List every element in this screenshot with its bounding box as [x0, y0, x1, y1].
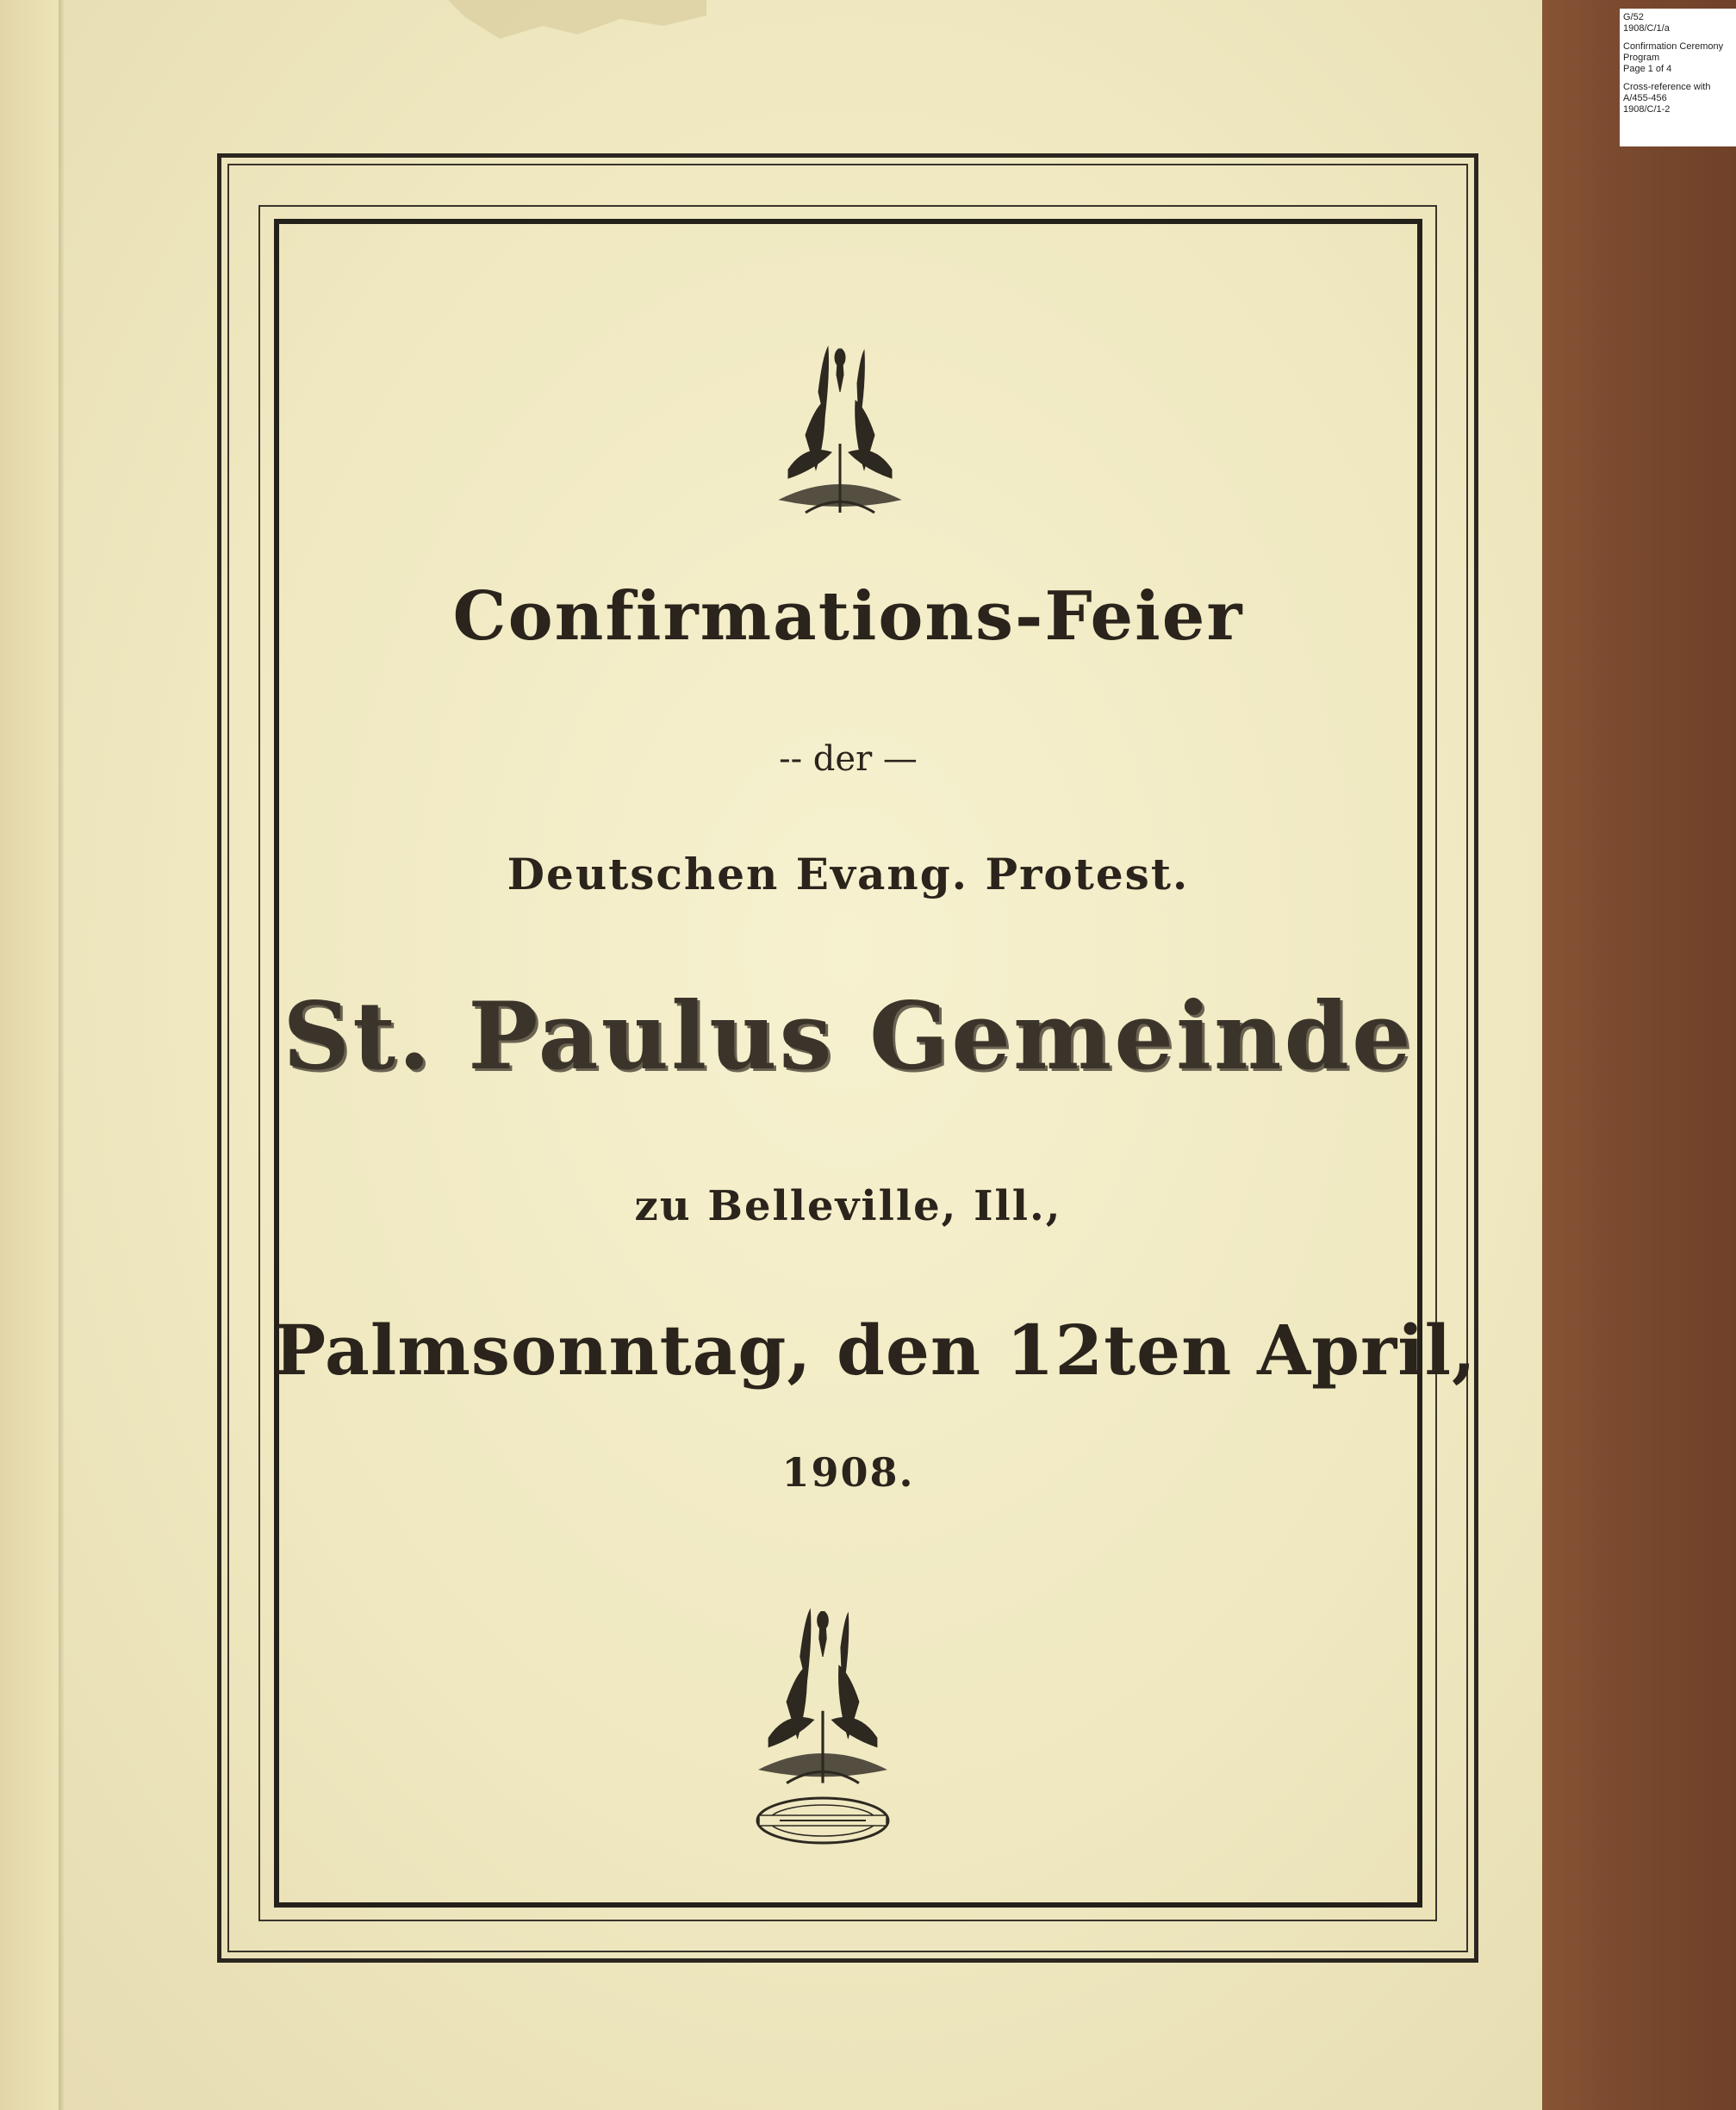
catalog-line: Program — [1623, 53, 1660, 63]
catalog-line: 1908/C/1-2 — [1623, 104, 1671, 115]
fern-bouquet-icon — [771, 340, 909, 521]
catalog-line: A/455-456 — [1623, 93, 1667, 103]
union-label-icon — [754, 1795, 892, 1846]
ceremony-date: Palmsonntag, den 12ten April, — [274, 1310, 1477, 1391]
catalog-label — [1620, 9, 1736, 146]
catalog-line: Confirmation Ceremony — [1623, 41, 1724, 52]
ceremony-year: 1908. — [781, 1449, 915, 1496]
catalog-line: Page 1 of 4 — [1623, 64, 1672, 74]
fern-bouquet-icon — [750, 1603, 896, 1792]
cardboard-backing — [1534, 0, 1736, 2110]
fold-line — [59, 0, 64, 2110]
catalog-line: G/52 — [1623, 12, 1644, 22]
church-name: St. Paulus Gemeinde — [283, 982, 1414, 1091]
connector-text: -- der — — [779, 739, 918, 779]
torn-corner — [448, 0, 706, 52]
catalog-line: 1908/C/1/a — [1623, 23, 1670, 34]
location-text: zu Belleville, Ill., — [634, 1182, 1062, 1230]
folded-page-edge — [0, 0, 59, 2110]
catalog-line: Cross-reference with — [1623, 82, 1711, 92]
church-description: Deutschen Evang. Protest. — [507, 849, 1190, 899]
program-title: Confirmations-Feier — [452, 577, 1244, 656]
